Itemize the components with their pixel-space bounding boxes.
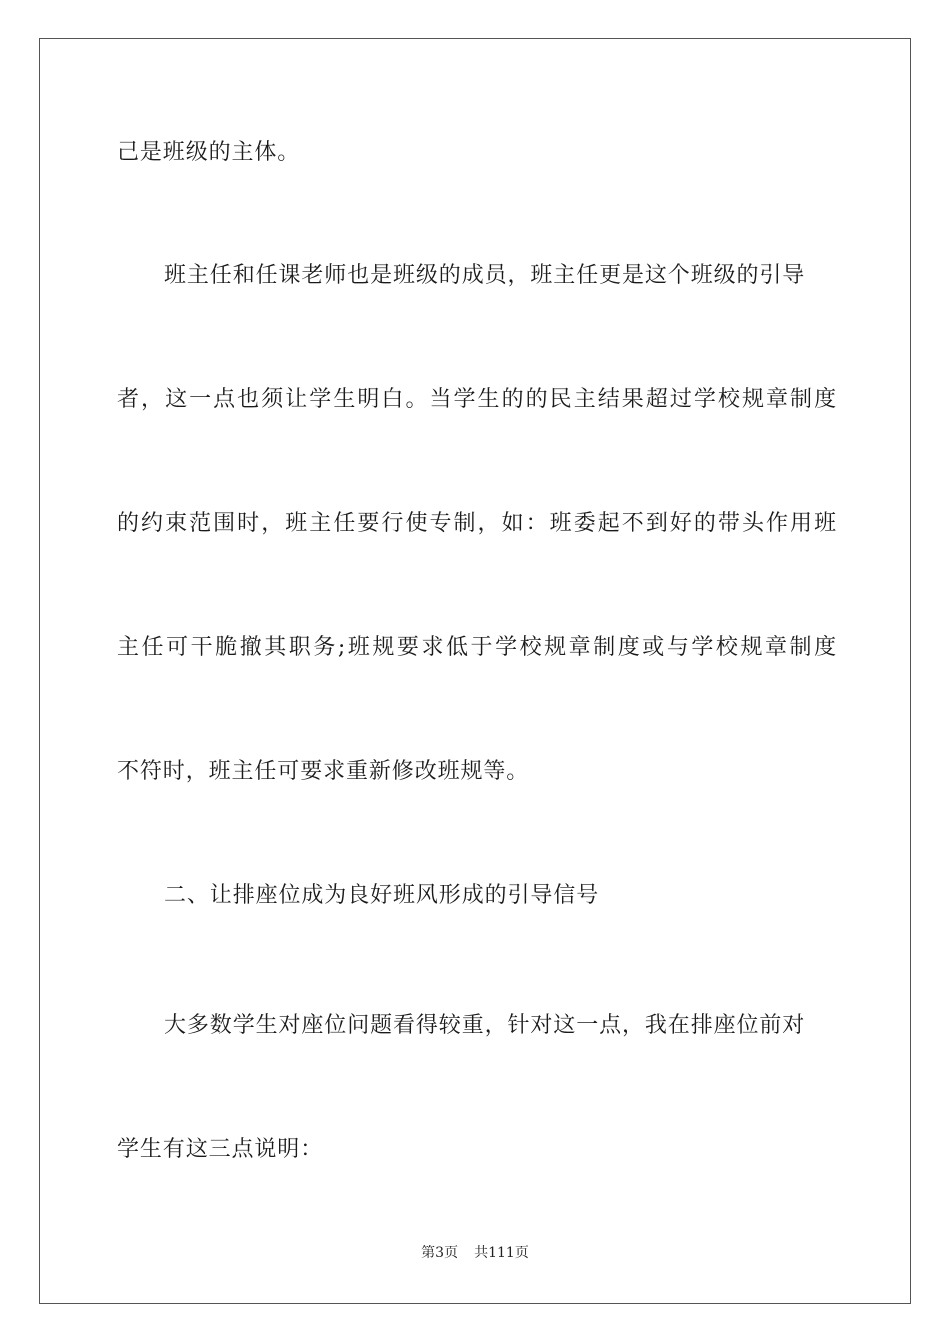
page-total: 共111页: [474, 1245, 529, 1261]
page-number: 第3页: [421, 1245, 459, 1261]
text-line-5: 主任可干脆撤其职务;班规要求低于学校规章制度或与学校规章制度: [117, 635, 837, 660]
page-border: [39, 38, 911, 1304]
text-line-1: 己是班级的主体。: [117, 140, 301, 165]
text-line-9: 学生有这三点说明：: [117, 1137, 324, 1162]
text-line-6: 不符时，班主任可要求重新修改班规等。: [117, 759, 530, 784]
section-heading: 二、让排座位成为良好班风形成的引导信号: [164, 883, 600, 908]
text-line-2: 班主任和任课老师也是班级的成员，班主任更是这个班级的引导: [164, 263, 806, 288]
text-line-4: 的约束范围时，班主任要行使专制，如：班委起不到好的带头作用班: [117, 511, 837, 536]
page-footer: [0, 1243, 950, 1263]
text-line-8: 大多数学生对座位问题看得较重，针对这一点，我在排座位前对: [164, 1013, 806, 1038]
text-line-3: 者，这一点也须让学生明白。当学生的的民主结果超过学校规章制度: [117, 387, 837, 412]
